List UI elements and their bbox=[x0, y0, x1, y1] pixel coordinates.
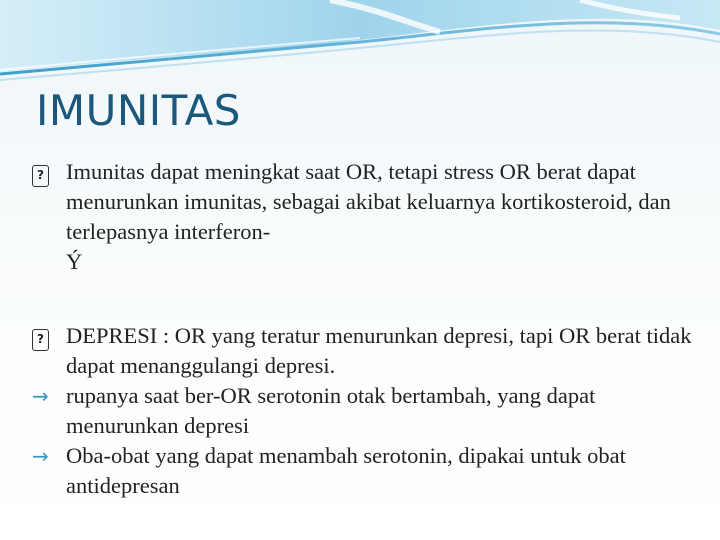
slide-body bbox=[32, 157, 692, 501]
arrow-item-text: Oba-obat yang dapat menambah serotonin, dipakai untuk obat antidepresan bbox=[66, 443, 626, 498]
right-arrow-icon: → bbox=[32, 384, 49, 408]
slide-title: IMUNITAS bbox=[36, 86, 241, 135]
arrow-item-obat bbox=[32, 441, 692, 501]
replacement-char-box-icon: ? bbox=[32, 157, 66, 187]
bullet-paragraph-imunitas bbox=[32, 157, 692, 277]
bullet-paragraph-depresi bbox=[32, 321, 692, 381]
arrow-item-text: rupanya saat ber-OR serotonin otak bertambah, yang dapat menurunkan depresi bbox=[66, 383, 596, 438]
header-wave-decoration bbox=[0, 0, 720, 90]
paragraph-last-line: Ý bbox=[66, 249, 83, 274]
paragraph-text: Imunitas dapat meningkat saat OR, tetapi stress OR berat dapat menurunkan imunitas, sebagai akibat keluarnya kortikosteroid, dan terlepasnya interferon- bbox=[66, 159, 671, 244]
arrow-item-serotonin bbox=[32, 381, 692, 441]
right-arrow-icon: → bbox=[32, 444, 49, 468]
replacement-char-box-icon: ? bbox=[32, 321, 66, 351]
paragraph-text: DEPRESI : OR yang teratur menurunkan depresi, tapi OR berat tidak dapat menanggulangi depresi. bbox=[66, 323, 692, 378]
